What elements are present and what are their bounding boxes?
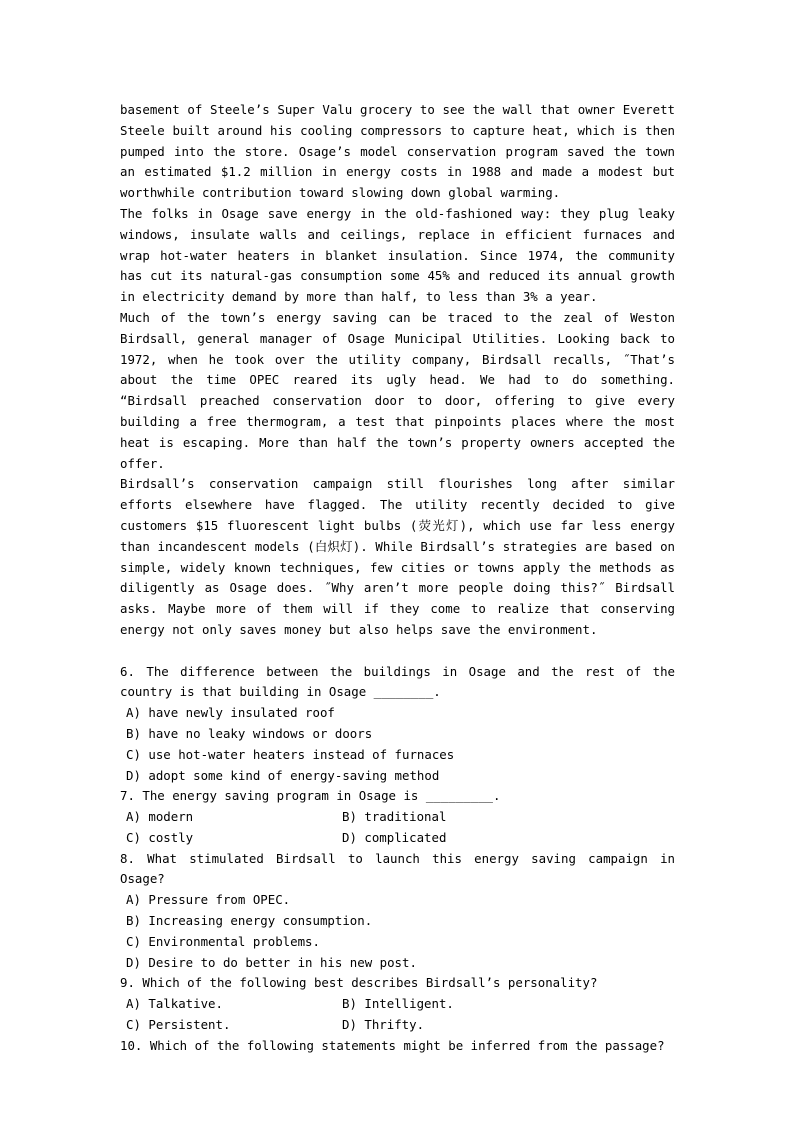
question-9-options-row-1 xyxy=(120,994,675,1015)
document-page xyxy=(120,100,675,1057)
question-9-stem: 9. Which of the following best describes Birdsall’s personality? xyxy=(120,975,598,991)
question-8-option-a: A) Pressure from OPEC. xyxy=(126,892,291,908)
question-6-option-a: A) have newly insulated roof xyxy=(126,705,335,721)
question-7-option-b: B) traditional xyxy=(342,809,447,825)
question-9-option-c: C) Persistent. xyxy=(126,1017,231,1033)
passage-paragraph-2: The folks in Osage save energy in the old-fashioned way: they plug leaky windows, insulate walls and ceilings, replace in efficient furnaces and wrap hot-water heaters in blanket insulation. Since 1974, the community has cut its natural-gas consumption some 45% and reduced its annual growth in electricity demand by more than half, to less than 3% a year. xyxy=(120,205,675,305)
question-7-option-d: D) complicated xyxy=(342,829,447,845)
question-6-option-c: C) use hot-water heaters instead of furnaces xyxy=(126,746,455,762)
question-6-stem: 6. The difference between the buildings in Osage and the rest of the country is that building in Osage ________. xyxy=(120,663,675,700)
question-10-stem: 10. Which of the following statements might be inferred from the passage? xyxy=(120,1037,665,1053)
question-7-stem: 7. The energy saving program in Osage is _________. xyxy=(120,788,501,804)
question-9-option-a: A) Talkative. xyxy=(126,996,223,1012)
question-8-option-b: B) Increasing energy consumption. xyxy=(126,913,373,929)
blank-line xyxy=(120,641,675,662)
question-7-options-row-1 xyxy=(120,807,675,828)
question-9-option-b: B) Intelligent. xyxy=(342,996,454,1012)
passage-paragraph-1: basement of Steele’s Super Valu grocery to see the wall that owner Everett Steele built around his cooling compressors to capture heat, which is then pumped into the store. Osage’s model conservation program saved the town an estimated $1.2 million in energy costs in 1988 and made a modest but worthwhile contribution toward slowing down global warming. xyxy=(120,102,675,201)
question-8-option-c: C) Environmental problems. xyxy=(126,933,320,949)
question-7-option-a: A) modern xyxy=(126,809,194,825)
passage-paragraph-3: Much of the town’s energy saving can be traced to the zeal of Weston Birdsall, general manager of Osage Municipal Utilities. Looking back to 1972, when he took over the utility company, Birdsall recalls, ˝That’s about the time OPEC reared its ugly head. We had to do something. “Birdsall preached conservation door to door, offering to give every building a free thermogram, a test that pinpoints places where the most heat is escaping. More than half the town’s property owners accepted the offer. xyxy=(120,309,675,471)
question-6-option-d: D) adopt some kind of energy-saving method xyxy=(126,767,440,783)
question-8-stem: 8. What stimulated Birdsall to launch this energy saving campaign in Osage? xyxy=(120,850,675,887)
question-6-option-b: B) have no leaky windows or doors xyxy=(126,725,373,741)
passage-paragraph-4: Birdsall’s conservation campaign still flourishes long after similar efforts elsewhere have flagged. The utility recently decided to give customers $15 fluorescent light bulbs (荧光灯), which use far less energy than incandescent models (白炽灯). While Birdsall’s strategies are based on simple, widely known techniques, few cities or towns apply the methods as diligently as Osage does. ˝Why aren’t more people doing this?˝ Birdsall asks. Maybe more of them will if they come to realize that conserving energy not only saves money but also helps save the environment. xyxy=(120,476,675,637)
question-8-option-d: D) Desire to do better in his new post. xyxy=(126,954,417,970)
question-9-options-row-2 xyxy=(120,1015,675,1036)
question-7-option-c: C) costly xyxy=(126,829,194,845)
question-9-option-d: D) Thrifty. xyxy=(342,1017,425,1033)
question-7-options-row-2 xyxy=(120,828,675,849)
